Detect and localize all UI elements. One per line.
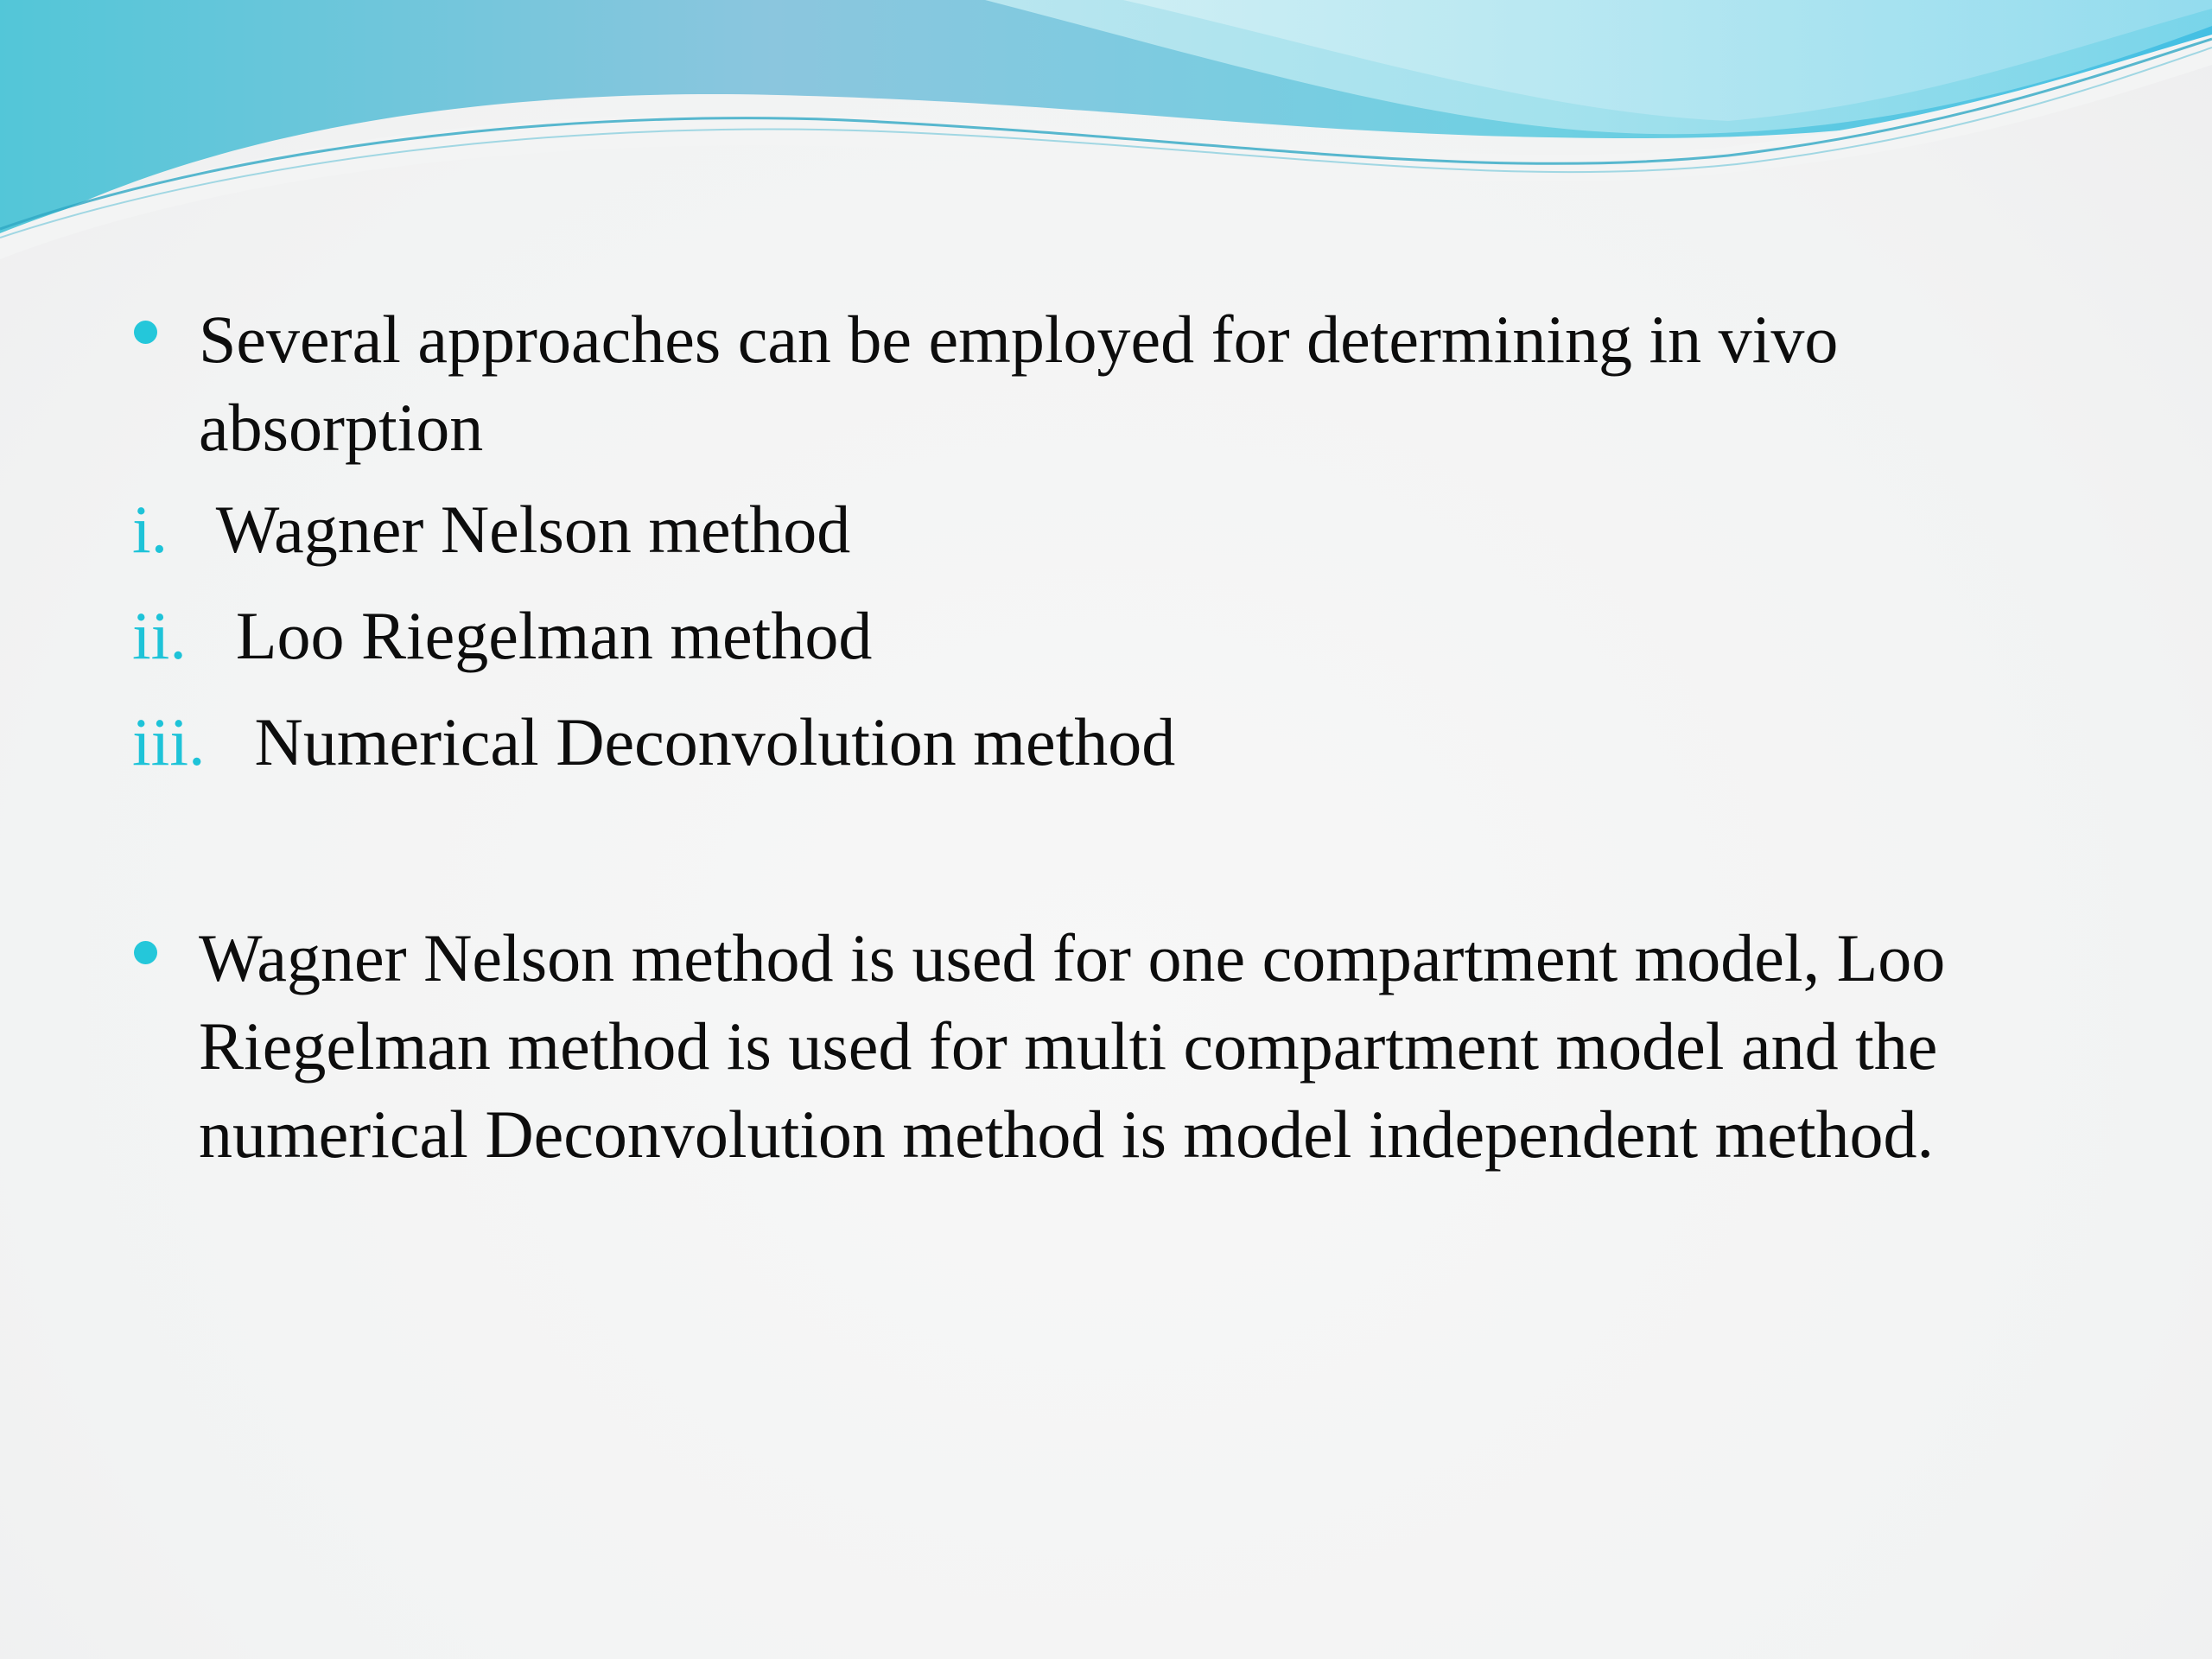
- list-marker: ii.: [132, 598, 187, 673]
- method-item-loo-riegelman: [132, 592, 1860, 680]
- bullet-text: Wagner Nelson method is used for one compartment model, Loo Riegelman method is used for multi compartment model and the numerical Deconvolution method is model independent method.: [199, 920, 1946, 1172]
- bullet-dot-icon: [134, 321, 157, 344]
- bullet-dot-icon: [134, 941, 157, 964]
- method-label: Numerical Deconvolution method: [254, 704, 1176, 779]
- method-item-numerical-deconvolution: [132, 698, 1860, 786]
- list-marker: iii.: [132, 704, 206, 779]
- bullet-text: Several approaches can be employed for determining in vivo absorption: [199, 302, 1839, 465]
- method-label: Wagner Nelson method: [215, 492, 851, 567]
- method-label: Loo Riegelman method: [235, 598, 873, 673]
- method-item-wagner-nelson: [132, 486, 1860, 574]
- list-marker: i.: [132, 492, 168, 567]
